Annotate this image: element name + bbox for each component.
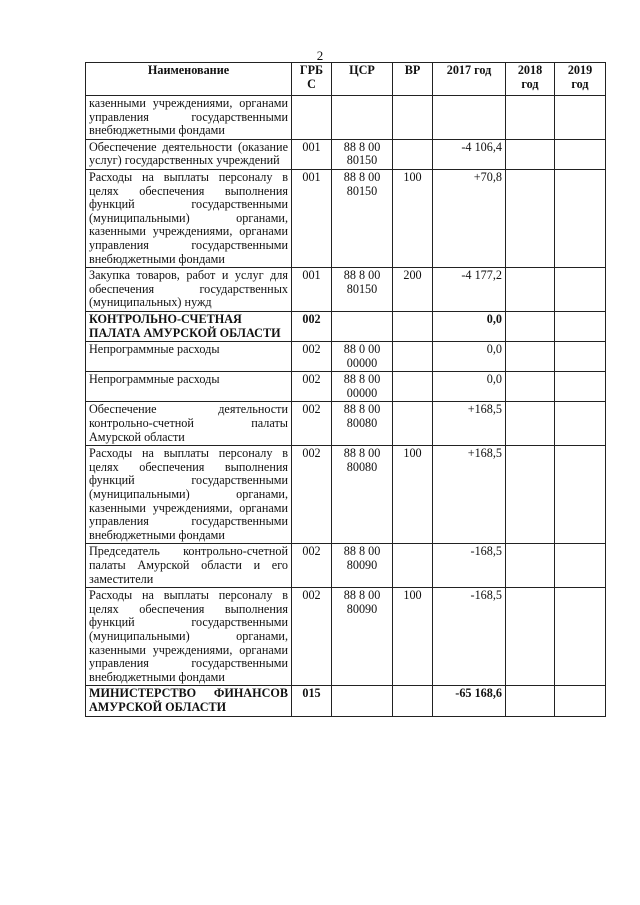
cell-2019 bbox=[555, 139, 606, 169]
cell-vr bbox=[393, 686, 433, 716]
cell-name: Расходы на выплаты персоналу в целях обеспечения выполнения функций государственными (муниципальными) органами, казенными учреждениями, органами управления государственными внебюджетными фондами bbox=[86, 588, 292, 686]
page-number: 2 bbox=[316, 48, 324, 63]
budget-table bbox=[85, 62, 606, 717]
cell-2018 bbox=[506, 169, 555, 267]
cell-2019 bbox=[555, 311, 606, 341]
cell-csr: 88 8 00 80150 bbox=[332, 169, 393, 267]
table-row bbox=[86, 588, 606, 686]
cell-vr bbox=[393, 139, 433, 169]
header-vr: ВР bbox=[393, 63, 433, 96]
table-row bbox=[86, 311, 606, 341]
cell-2018 bbox=[506, 372, 555, 402]
cell-vr: 100 bbox=[393, 446, 433, 544]
cell-name: КОНТРОЛЬНО-СЧЕТНАЯ ПАЛАТА АМУРСКОЙ ОБЛАСТИ bbox=[86, 311, 292, 341]
table-row bbox=[86, 139, 606, 169]
cell-grbs: 002 bbox=[292, 446, 332, 544]
cell-name: Закупка товаров, работ и услуг для обеспечения государственных (муниципальных) нужд bbox=[86, 268, 292, 312]
cell-csr: 88 8 00 80090 bbox=[332, 544, 393, 588]
cell-2017: 0,0 bbox=[433, 342, 506, 372]
cell-grbs bbox=[292, 96, 332, 140]
cell-grbs: 001 bbox=[292, 139, 332, 169]
cell-2018 bbox=[506, 342, 555, 372]
cell-name: МИНИСТЕРСТВО ФИНАНСОВ АМУРСКОЙ ОБЛАСТИ bbox=[86, 686, 292, 716]
cell-csr: 88 8 00 80090 bbox=[332, 588, 393, 686]
cell-vr: 100 bbox=[393, 169, 433, 267]
cell-name: Расходы на выплаты персоналу в целях обеспечения выполнения функций государственными (муниципальными) органами, казенными учреждениями, органами управления государственными внебюджетными фондами bbox=[86, 169, 292, 267]
cell-name: Обеспечение деятельности контрольно-счетной палаты Амурской области bbox=[86, 402, 292, 446]
cell-grbs: 002 bbox=[292, 342, 332, 372]
cell-grbs: 002 bbox=[292, 544, 332, 588]
cell-2019 bbox=[555, 96, 606, 140]
table-row bbox=[86, 268, 606, 312]
cell-2019 bbox=[555, 446, 606, 544]
cell-2019 bbox=[555, 372, 606, 402]
cell-2017: 0,0 bbox=[433, 372, 506, 402]
cell-vr bbox=[393, 544, 433, 588]
cell-2019 bbox=[555, 342, 606, 372]
cell-2017: -168,5 bbox=[433, 588, 506, 686]
table-body bbox=[86, 96, 606, 717]
table-row bbox=[86, 686, 606, 716]
cell-name: Непрограммные расходы bbox=[86, 342, 292, 372]
cell-2018 bbox=[506, 139, 555, 169]
cell-csr bbox=[332, 96, 393, 140]
cell-csr: 88 0 00 00000 bbox=[332, 342, 393, 372]
cell-csr: 88 8 00 80080 bbox=[332, 402, 393, 446]
table-row bbox=[86, 446, 606, 544]
cell-grbs: 001 bbox=[292, 268, 332, 312]
cell-vr bbox=[393, 402, 433, 446]
cell-csr: 88 8 00 80150 bbox=[332, 139, 393, 169]
cell-2018 bbox=[506, 311, 555, 341]
table-row bbox=[86, 372, 606, 402]
cell-name: Расходы на выплаты персоналу в целях обеспечения выполнения функций государственными (муниципальными) органами, казенными учреждениями, органами управления государственными внебюджетными фондами bbox=[86, 446, 292, 544]
cell-2018 bbox=[506, 544, 555, 588]
table-row bbox=[86, 169, 606, 267]
cell-csr bbox=[332, 311, 393, 341]
cell-2017: -65 168,6 bbox=[433, 686, 506, 716]
cell-grbs: 015 bbox=[292, 686, 332, 716]
cell-2017 bbox=[433, 96, 506, 140]
header-2019: 2019 год bbox=[555, 63, 606, 96]
cell-2018 bbox=[506, 268, 555, 312]
cell-name: казенными учреждениями, органами управления государственными внебюджетными фондами bbox=[86, 96, 292, 140]
cell-2018 bbox=[506, 588, 555, 686]
cell-2019 bbox=[555, 169, 606, 267]
table-header-row bbox=[86, 63, 606, 96]
cell-name: Председатель контрольно-счетной палаты Амурской области и его заместители bbox=[86, 544, 292, 588]
cell-vr bbox=[393, 311, 433, 341]
header-name: Наименование bbox=[86, 63, 292, 96]
header-grbs: ГРБ С bbox=[292, 63, 332, 96]
cell-csr: 88 8 00 80150 bbox=[332, 268, 393, 312]
cell-2017: +70,8 bbox=[433, 169, 506, 267]
cell-2019 bbox=[555, 544, 606, 588]
cell-2017: +168,5 bbox=[433, 402, 506, 446]
header-2017: 2017 год bbox=[433, 63, 506, 96]
cell-grbs: 002 bbox=[292, 402, 332, 446]
cell-2019 bbox=[555, 402, 606, 446]
cell-2019 bbox=[555, 588, 606, 686]
header-2018: 2018 год bbox=[506, 63, 555, 96]
cell-grbs: 002 bbox=[292, 588, 332, 686]
cell-grbs: 002 bbox=[292, 372, 332, 402]
cell-grbs: 002 bbox=[292, 311, 332, 341]
table-row bbox=[86, 402, 606, 446]
cell-csr: 88 8 00 00000 bbox=[332, 372, 393, 402]
cell-2018 bbox=[506, 446, 555, 544]
table-row bbox=[86, 342, 606, 372]
cell-2018 bbox=[506, 686, 555, 716]
cell-2017: +168,5 bbox=[433, 446, 506, 544]
cell-csr: 88 8 00 80080 bbox=[332, 446, 393, 544]
cell-2017: -168,5 bbox=[433, 544, 506, 588]
cell-vr: 100 bbox=[393, 588, 433, 686]
cell-2017: 0,0 bbox=[433, 311, 506, 341]
cell-vr bbox=[393, 342, 433, 372]
cell-vr bbox=[393, 96, 433, 140]
cell-2017: -4 106,4 bbox=[433, 139, 506, 169]
cell-csr bbox=[332, 686, 393, 716]
table-row bbox=[86, 96, 606, 140]
header-csr: ЦСР bbox=[332, 63, 393, 96]
cell-2017: -4 177,2 bbox=[433, 268, 506, 312]
cell-vr: 200 bbox=[393, 268, 433, 312]
cell-name: Непрограммные расходы bbox=[86, 372, 292, 402]
cell-vr bbox=[393, 372, 433, 402]
cell-2018 bbox=[506, 96, 555, 140]
cell-name: Обеспечение деятельности (оказание услуг) государственных учреждений bbox=[86, 139, 292, 169]
cell-2019 bbox=[555, 268, 606, 312]
cell-2018 bbox=[506, 402, 555, 446]
table-row bbox=[86, 544, 606, 588]
cell-2019 bbox=[555, 686, 606, 716]
cell-grbs: 001 bbox=[292, 169, 332, 267]
